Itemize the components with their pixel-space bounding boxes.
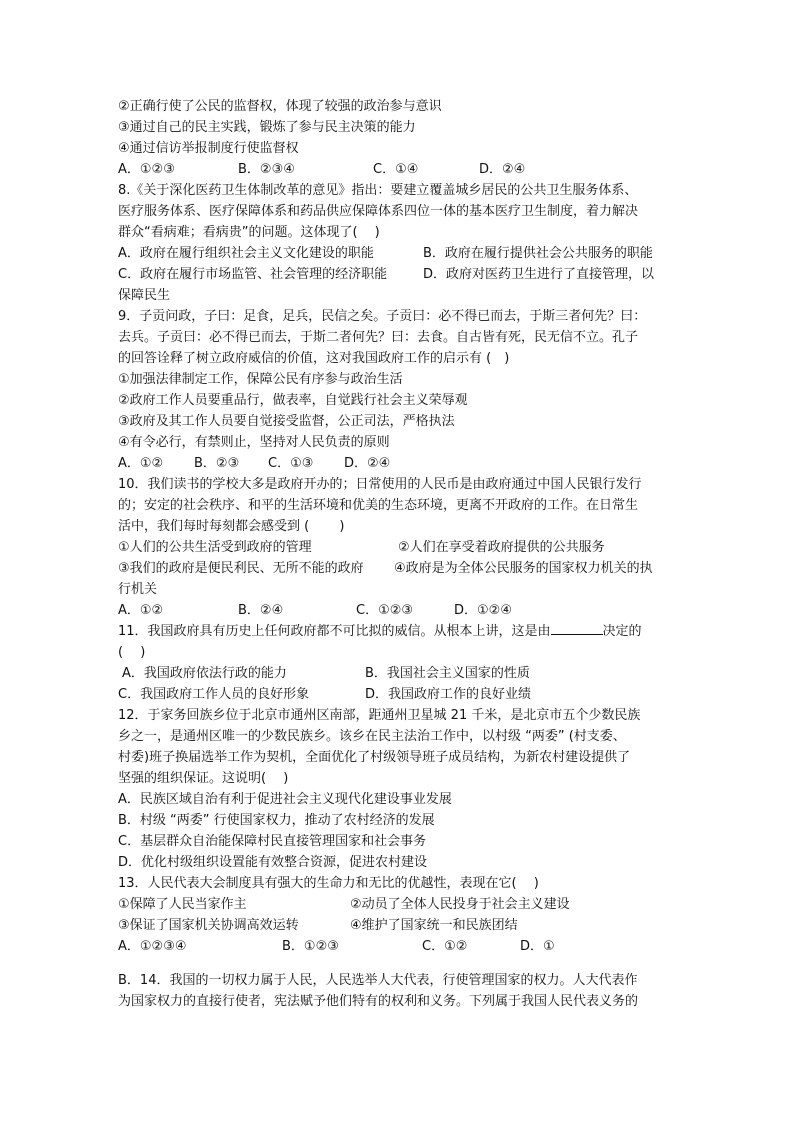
option-item: ③我们的政府是便民利民、无所不能的政府: [118, 561, 364, 576]
answer-choices-q11-cd: [118, 684, 678, 705]
exam-page: [118, 96, 678, 1012]
question-stem: 的；安定的社会秩序、和平的生活环境和优美的生态环境，更离不开政府的工作。在日常生: [118, 498, 639, 513]
answer-choices-q8-ab: [118, 243, 678, 264]
choice-d: D．我国政府工作的良好业绩: [365, 687, 532, 702]
option-pair: [118, 537, 678, 558]
choice-b: B．①②③: [282, 939, 339, 954]
choice-c: C．我国政府工作人员的良好形象: [118, 687, 310, 702]
question-stem: 12．于家务回族乡位于北京市通州区南部，距通州卫星城 21 千米，是北京市五个少数民族: [118, 708, 641, 723]
option-item: ④政府是为全体公民服务的国家权力机关的执: [394, 561, 653, 576]
question-stem: 坚强的组织保证。这说明( ): [118, 771, 289, 786]
choice-d: D．②④: [479, 162, 526, 177]
question-stem: [118, 621, 678, 642]
option-line: ②正确行使了公民的监督权，体现了较强的政治参与意识: [118, 99, 442, 114]
option-pair: [118, 894, 678, 915]
choice-a: A．民族区域自治有利于促进社会主义现代化建设事业发展: [118, 792, 452, 807]
choice-c: C．①②③: [356, 603, 414, 618]
answer-choices-q7: [118, 159, 678, 180]
option-item: ①保障了人民当家作主: [118, 897, 247, 912]
option-item: ②人们在享受着政府提供的公共服务: [398, 540, 605, 555]
spacer: [118, 957, 678, 970]
option-item: ④维护了国家统一和民族团结: [350, 918, 518, 933]
question-stem: 医疗服务体系、医疗保障体系和药品供应保障体系四位一体的基本医疗卫生制度，着力解决: [118, 204, 639, 219]
choice-c: C．①③: [268, 456, 314, 471]
choice-c: C．①②: [422, 939, 468, 954]
choice-d: D．①②④: [454, 603, 512, 618]
answer-choices-q11-ab: [118, 663, 678, 684]
choice-d: D．政府对医药卫生进行了直接管理，以: [423, 267, 655, 282]
question-stem: B．14．我国的一切权力属于人民，人民选举人大代表，行使管理国家的权力。人大代表作: [118, 973, 638, 988]
choice-a: A．我国政府依法行政的能力: [122, 666, 287, 681]
choice-b: B．我国社会主义国家的性质: [365, 666, 530, 681]
option-item: ②动员了全体人民投身于社会主义建设: [350, 897, 570, 912]
question-stem: 村委)班子换届选举工作为契机，全面优化了村级领导班子成员结构，为新农村建设提供了: [118, 750, 631, 765]
answer-choices-q8-cd: [118, 264, 678, 285]
choice-d: D．优化村级组织设置能有效整合资源，促进农村建设: [118, 855, 428, 870]
choice-d: D．②④: [344, 456, 391, 471]
question-stem: 活中，我们每时每刻都会感受到 ( ): [118, 519, 345, 534]
choice-a: A．政府在履行组织社会主义文化建设的职能: [118, 246, 374, 261]
question-stem: 为国家权力的直接行使者，宪法赋予他们特有的权利和义务。下列属于我国人民代表义务的: [118, 994, 639, 1009]
question-stem: 的回答诠释了树立政府威信的价值，这对我国政府工作的启示有 ( ): [118, 351, 510, 366]
choice-c: C．①④: [373, 162, 419, 177]
choice-c: C．政府在履行市场监管、社会管理的经济职能: [118, 267, 388, 282]
option-pair: [118, 558, 678, 579]
question-stem: 8.《关于深化医药卫生体制改革的意见》指出：要建立覆盖城乡居民的公共卫生服务体系、: [118, 183, 638, 198]
option-line: ④有令必行，有禁则止，坚持对人民负责的原则: [118, 435, 390, 450]
question-stem: 乡之一，是通州区唯一的少数民族乡。该乡在民主法治工作中，以村级 “两委” (村支委、: [118, 729, 626, 744]
choice-d-continued: 保障民生: [118, 288, 171, 303]
choice-b: B．村级 “两委” 行使国家权力，推动了农村经济的发展: [118, 813, 435, 828]
choice-a: A．①②: [118, 456, 164, 471]
question-stem: 9．子贡问政，子曰：足食，足兵，民信之矣。子贡曰：必不得已而去，于斯三者何先？曰：: [118, 309, 647, 324]
answer-choices-q13: [118, 936, 678, 957]
answer-choices-q10: [118, 600, 678, 621]
choice-a: A．①②: [118, 603, 164, 618]
option-line: ②政府工作人员要重品行，做表率，自觉践行社会主义荣辱观: [118, 393, 468, 408]
option-pair: [118, 915, 678, 936]
question-stem: 群众“看病难；看病贵”的问题。这体现了( ): [118, 225, 380, 240]
choice-d: D．①: [520, 939, 555, 954]
option-item: ③保证了国家机关协调高效运转: [118, 918, 299, 933]
choice-b: B．②④: [238, 603, 284, 618]
stem-text: 决定的: [602, 624, 642, 639]
stem-text: 11．我国政府具有历史上任何政府都不可比拟的威信。从根本上讲，这是由: [118, 624, 551, 639]
fill-blank: [551, 622, 603, 635]
choice-a: A．①②③: [118, 162, 175, 177]
option-line: ③通过自己的民主实践，锻炼了参与民主决策的能力: [118, 120, 416, 135]
answer-choices-q9: [118, 453, 678, 474]
choice-c: C．基层群众自治能保障村民直接管理国家和社会事务: [118, 834, 427, 849]
choice-b: B．②③④: [238, 162, 295, 177]
choice-b: B．②③: [194, 456, 240, 471]
option-line: ①加强法律制定工作，保障公民有序参与政治生活: [118, 372, 403, 387]
question-stem: 10．我们读书的学校大多是政府开办的；日常使用的人民币是由政府通过中国人民银行发行: [118, 477, 642, 492]
choice-b: B．政府在履行提供社会公共服务的职能: [423, 246, 653, 261]
choice-a: A．①②③④: [118, 939, 187, 954]
question-stem: 13．人民代表大会制度具有强大的生命力和无比的优越性，表现在它( ): [118, 876, 539, 891]
question-stem: 去兵。子贡曰：必不得已而去，于斯二者何先？曰：去食。自古皆有死，民无信不立。孔子: [118, 330, 639, 345]
option-continued: 行机关: [118, 582, 158, 597]
option-line: ④通过信访举报制度行使监督权: [118, 141, 299, 156]
option-item: ①人们的公共生活受到政府的管理: [118, 540, 312, 555]
option-line: ③政府及其工作人员要自觉接受监督，公正司法，严格执法: [118, 414, 455, 429]
answer-paren: ( ): [118, 645, 146, 660]
